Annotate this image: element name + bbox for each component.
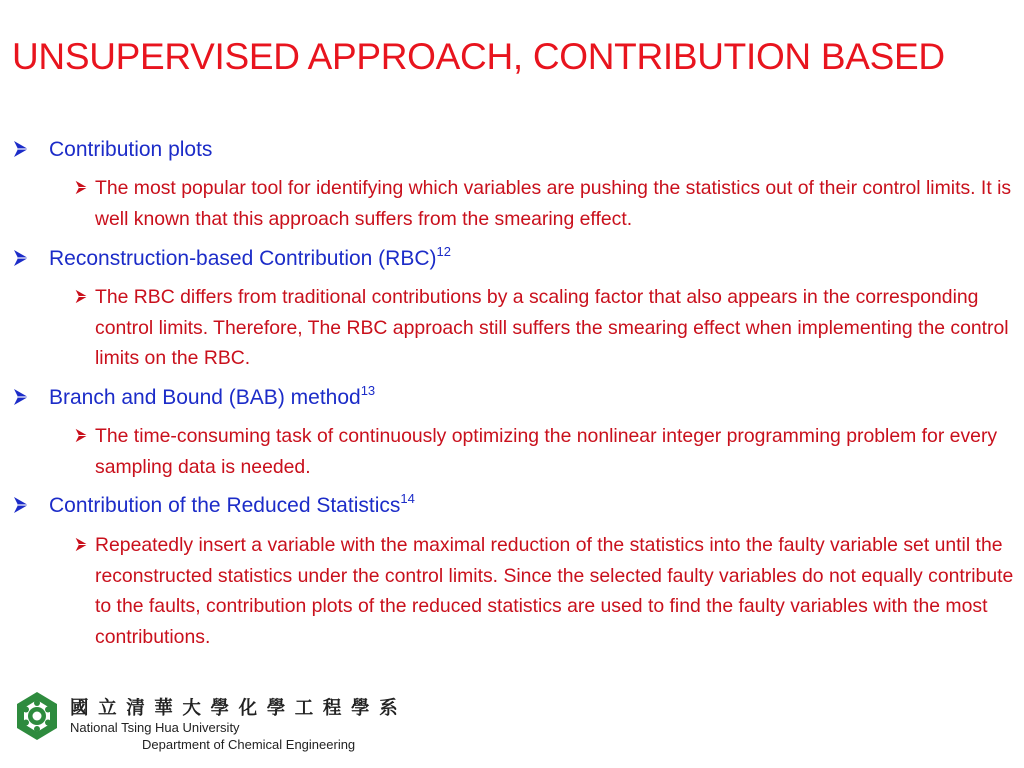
bullet-detail-rbc: [74, 282, 1019, 374]
reference-number: 12: [436, 244, 451, 259]
slide-title: UNSUPERVISED APPROACH, CONTRIBUTION BASED: [12, 36, 945, 77]
footer-department-name: Department of Chemical Engineering: [142, 737, 356, 752]
arrow-bullet-icon: [74, 537, 89, 552]
footer-chinese-name: 國立清華大學化學工程學系: [70, 698, 408, 719]
reference-number: 13: [360, 383, 376, 398]
bullet-detail-bab: [74, 421, 1019, 482]
reference-number: 14: [400, 491, 415, 506]
detail-text: The time-consuming task of continuously optimizing the nonlinear integer programming problem for every sampling data is needed.: [95, 425, 998, 478]
bullet-detail-contribution-plots: [74, 173, 1019, 234]
arrow-bullet-icon: [12, 496, 30, 514]
footer-university-name: National Tsing Hua University: [70, 720, 240, 735]
heading-text: Contribution plots: [49, 138, 213, 161]
university-logo-icon: [12, 690, 62, 747]
heading-text: Branch and Bound (BAB) method: [49, 386, 361, 409]
detail-text: Repeatedly insert a variable with the maximal reduction of the statistics into the faulty variable set until the reconstructed statistics under the control limits. Since the selected faulty variables do not equally contribute to the faults, contribution plots of the reduced statistics are used to find the faulty variables with the most contributions.: [95, 534, 1014, 648]
arrow-bullet-icon: [74, 289, 89, 304]
detail-text: The RBC differs from traditional contributions by a scaling factor that also appears in the corresponding control limits. Therefore, The RBC approach still suffers the smearing effect when implementing the control limits on the RBC.: [95, 286, 1009, 369]
arrow-bullet-icon: [74, 180, 89, 195]
footer-logo-block: [12, 690, 408, 760]
detail-text: The most popular tool for identifying which variables are pushing the statistics out of their control limits. It is well known that this approach suffers from the smearing effect.: [95, 177, 1012, 230]
heading-text: Contribution of the Reduced Statistics: [49, 494, 401, 517]
arrow-bullet-icon: [74, 428, 89, 443]
bullet-detail-reduced-statistics: [74, 530, 1019, 652]
arrow-bullet-icon: [12, 140, 30, 158]
heading-text: Reconstruction-based Contribution (RBC): [49, 247, 437, 270]
arrow-bullet-icon: [12, 249, 30, 267]
arrow-bullet-icon: [12, 388, 30, 406]
